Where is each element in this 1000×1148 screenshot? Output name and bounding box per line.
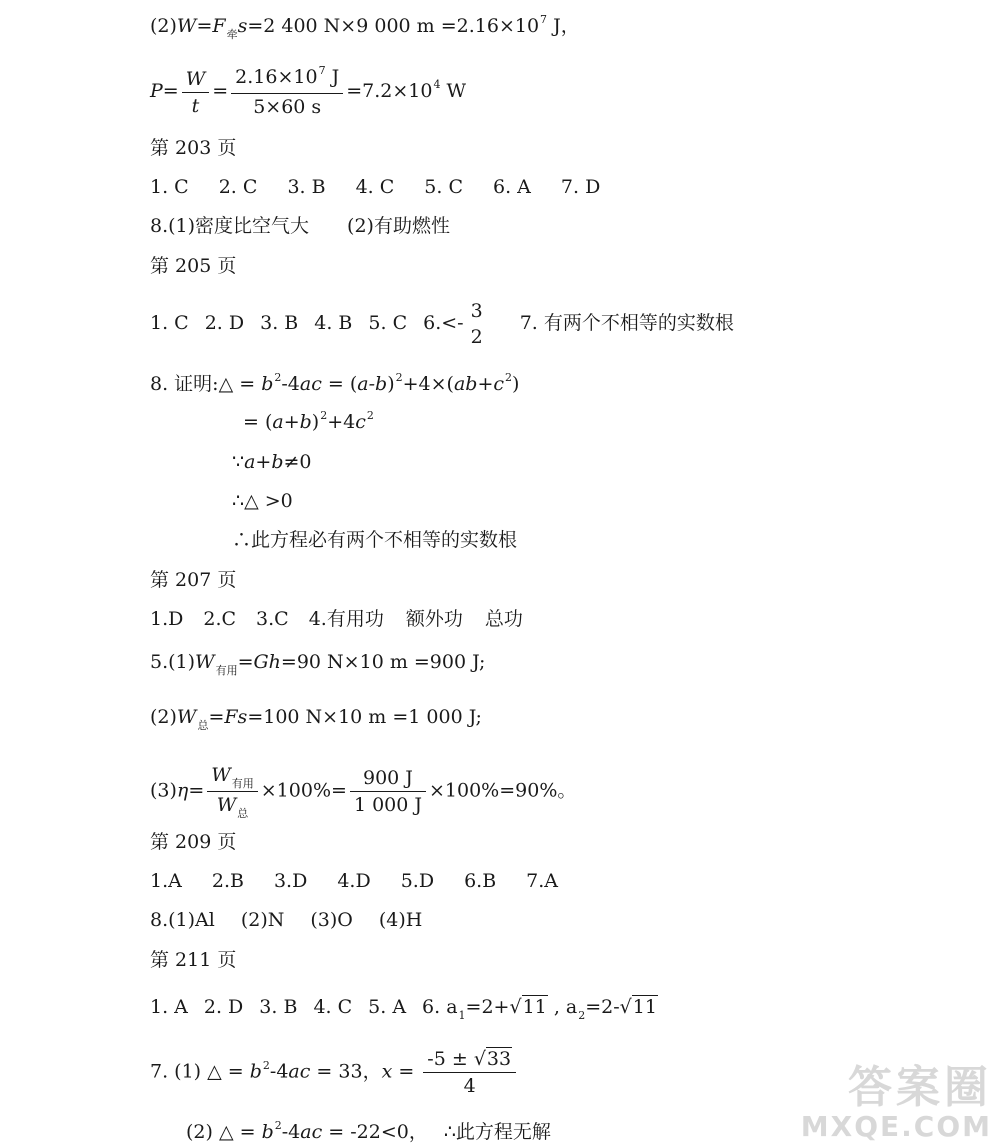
answer-item: (3)O xyxy=(310,909,353,931)
radicand: 33 xyxy=(486,1048,512,1070)
text: a+b xyxy=(272,411,312,433)
numerator xyxy=(207,764,258,792)
superscript: 2 xyxy=(395,371,403,384)
text: ≠0 xyxy=(283,451,312,473)
answer-line xyxy=(150,650,485,677)
text: W xyxy=(176,15,197,37)
superscript: 7 xyxy=(318,64,326,77)
subscript: 1 xyxy=(458,1009,466,1022)
answer-item: 总功 xyxy=(484,608,523,630)
subscript: 总 xyxy=(197,719,209,732)
superscript: 2 xyxy=(262,1058,270,1072)
text: s xyxy=(237,15,248,37)
answer-line xyxy=(150,214,450,238)
text: = xyxy=(392,1060,421,1083)
text: W xyxy=(440,80,467,102)
answer-item: 2. C xyxy=(218,176,258,198)
text: b xyxy=(261,1121,274,1143)
answer-item: 6.B xyxy=(464,870,497,892)
answer-item: 1.A xyxy=(150,870,182,892)
answer-item: 5. C xyxy=(368,312,408,334)
radicand: 11 xyxy=(522,996,547,1018)
text: =2- xyxy=(585,996,620,1018)
answer-list xyxy=(150,175,600,199)
text: W xyxy=(195,651,215,673)
text: =90 N×10 m =900 J; xyxy=(280,651,486,673)
answer-item: 4. C xyxy=(355,176,395,198)
denominator: 4 xyxy=(463,1075,476,1097)
text: = -22<0， xyxy=(322,1121,428,1143)
subscript: 有用 xyxy=(231,777,254,790)
denominator: 2 xyxy=(470,326,483,348)
answer-item: 3. B xyxy=(259,996,298,1018)
text: x xyxy=(381,1060,393,1083)
subscript: 牵 xyxy=(226,28,238,41)
text: (2) xyxy=(150,706,177,728)
answer-item: 4. B xyxy=(314,312,353,334)
text: , a xyxy=(547,996,578,1018)
text: +4×( xyxy=(402,373,454,395)
answer-item: 1.D xyxy=(150,608,184,630)
superscript: 2 xyxy=(366,409,374,422)
proof-line xyxy=(232,450,312,474)
fraction xyxy=(467,300,487,348)
text: =2 400 N×9 000 m =2.16×10 xyxy=(247,15,540,37)
answer-list xyxy=(150,607,523,631)
page-heading: 第 211 页 xyxy=(150,949,237,971)
page-heading: 第 203 页 xyxy=(150,137,237,159)
text: 2.16×10 xyxy=(235,66,318,88)
fraction xyxy=(423,1048,516,1097)
answer-item: 2. D xyxy=(203,996,244,1018)
text: +4 xyxy=(327,411,356,433)
text: -4 xyxy=(281,373,300,395)
answer-item: (4)H xyxy=(378,909,423,931)
text: = xyxy=(188,779,205,802)
numerator: 900 J xyxy=(350,767,426,792)
answer-item: 7.A xyxy=(526,870,559,892)
proof-line xyxy=(150,372,519,399)
fraction xyxy=(350,767,426,816)
numerator: 3 xyxy=(470,300,483,322)
subscript: 总 xyxy=(237,807,249,820)
text: 8. 证明:△ = xyxy=(150,373,262,395)
text: η xyxy=(176,779,189,802)
answer-item: 5. A xyxy=(368,996,407,1018)
text: -4 xyxy=(269,1060,289,1083)
answer-item: 3. B xyxy=(287,176,326,198)
numerator xyxy=(423,1048,516,1073)
page-heading: 第 207 页 xyxy=(150,569,237,591)
answer-item: 1. C xyxy=(150,176,189,198)
text: = xyxy=(208,706,225,728)
answer-list xyxy=(150,869,558,893)
text: ac xyxy=(299,373,322,395)
answer-item: 4. C xyxy=(313,996,353,1018)
text: -5 ± xyxy=(427,1048,474,1070)
text: W xyxy=(211,764,231,786)
answer-item: 7. 有两个不相等的实数根 xyxy=(519,312,734,334)
superscript: 4 xyxy=(433,78,441,91)
text: ) xyxy=(512,373,520,395)
text: ×100%= xyxy=(260,779,347,802)
text: = ( xyxy=(243,411,273,433)
answer-line-work xyxy=(150,14,580,41)
answer-item: 1. A xyxy=(150,996,188,1018)
subscript: 2 xyxy=(578,1009,586,1022)
denominator xyxy=(207,792,258,819)
denominator: t xyxy=(191,94,200,117)
sqrt-sign: √ xyxy=(509,996,522,1018)
text: = 33， xyxy=(310,1060,382,1083)
text: = xyxy=(162,80,179,102)
text: b xyxy=(249,1060,262,1083)
text: 5.(1) xyxy=(150,651,196,673)
text: P xyxy=(150,80,163,102)
text: ∵ xyxy=(232,451,245,473)
denominator: 1 000 J xyxy=(353,794,422,816)
answer-item: 2. D xyxy=(204,312,245,334)
page-heading: 第 209 页 xyxy=(150,831,237,853)
sqrt-sign: √ xyxy=(473,1048,486,1070)
text: c xyxy=(355,411,366,433)
page-heading: 第 205 页 xyxy=(150,255,237,277)
answer-item: 额外功 xyxy=(405,608,463,630)
text: =F xyxy=(196,15,226,37)
text: W xyxy=(216,794,237,816)
watermark-url: MXQE.COM xyxy=(800,1110,992,1143)
text: =2+ xyxy=(465,996,510,1018)
text: b xyxy=(261,373,274,395)
text: ×100%=90%。 xyxy=(429,779,577,802)
text: (3) xyxy=(150,779,177,802)
denominator: 5×60 s xyxy=(253,96,322,118)
text: =7.2×10 xyxy=(346,80,433,102)
text: -4 xyxy=(281,1121,301,1143)
answer-list xyxy=(150,908,422,932)
answer-item: 4.有用功 xyxy=(308,608,384,630)
answer-list xyxy=(150,300,734,348)
text: J， xyxy=(547,15,580,37)
subscript: 有用 xyxy=(215,664,238,677)
watermark-logo xyxy=(801,1064,992,1142)
answer-item: 2.C xyxy=(203,608,237,630)
proof-line xyxy=(243,410,374,437)
answer-item: (2)N xyxy=(240,909,285,931)
text: W xyxy=(176,706,197,728)
text: 6. a xyxy=(422,996,458,1018)
answer-item: 5.D xyxy=(400,870,435,892)
answer-item: 3.C xyxy=(256,608,289,630)
superscript: 2 xyxy=(505,371,513,384)
superscript: 2 xyxy=(274,371,282,384)
answer-item: 1. C xyxy=(150,312,189,334)
superscript: 2 xyxy=(320,409,328,422)
superscript: 7 xyxy=(540,13,548,26)
answer-item: 5. C xyxy=(424,176,464,198)
answer-item: 8.(1)Al xyxy=(150,909,215,931)
fraction xyxy=(231,66,343,118)
answer-item: 6. A xyxy=(493,176,531,198)
text: (2) xyxy=(150,15,177,37)
answer-list xyxy=(150,995,658,1022)
answer-line xyxy=(150,705,482,732)
text: J xyxy=(325,66,340,88)
text: =100 N×10 m =1 000 J; xyxy=(247,706,482,728)
text: a-b xyxy=(357,373,388,395)
answer-line xyxy=(150,1048,519,1097)
superscript: 2 xyxy=(274,1119,282,1132)
text: = xyxy=(212,80,229,102)
answer-item: 2.B xyxy=(211,870,244,892)
watermark-text: 答案圈 xyxy=(848,1062,992,1113)
proof-line: ∴此方程必有两个不相等的实数根 xyxy=(232,529,518,551)
text: ac xyxy=(300,1121,323,1143)
numerator: W xyxy=(182,68,210,93)
text: 8.(1)密度比空气大 xyxy=(150,215,310,237)
numerator xyxy=(231,66,343,94)
radicand: 11 xyxy=(632,996,657,1018)
answer-item: 7. D xyxy=(560,176,601,198)
text: Gh xyxy=(253,651,281,673)
text: (2) △ = xyxy=(186,1121,262,1143)
text: ac xyxy=(288,1060,311,1083)
answer-item: 3.D xyxy=(273,870,308,892)
answer-line-power xyxy=(150,66,466,118)
answer-item: 3. B xyxy=(260,312,299,334)
text: (2)有助燃性 xyxy=(347,215,450,237)
text: a+b xyxy=(244,451,284,473)
text: Fs xyxy=(224,706,248,728)
text: ab+c xyxy=(453,373,505,395)
sqrt-sign: √ xyxy=(619,996,632,1018)
answer-line-efficiency xyxy=(150,764,576,819)
text: ) xyxy=(311,411,320,433)
proof-line: ∴△ >0 xyxy=(232,490,293,512)
text: <- xyxy=(441,312,464,334)
text: = ( xyxy=(321,373,358,395)
text: 7. (1) △ = xyxy=(150,1060,250,1083)
fraction xyxy=(182,68,210,117)
answer-item: 4.D xyxy=(337,870,371,892)
fraction xyxy=(207,764,258,819)
answer-item: 6. xyxy=(423,312,442,334)
text: = xyxy=(237,651,254,673)
text: ) xyxy=(387,373,395,395)
text: ∴此方程无解 xyxy=(443,1121,551,1143)
answer-line xyxy=(186,1120,551,1147)
